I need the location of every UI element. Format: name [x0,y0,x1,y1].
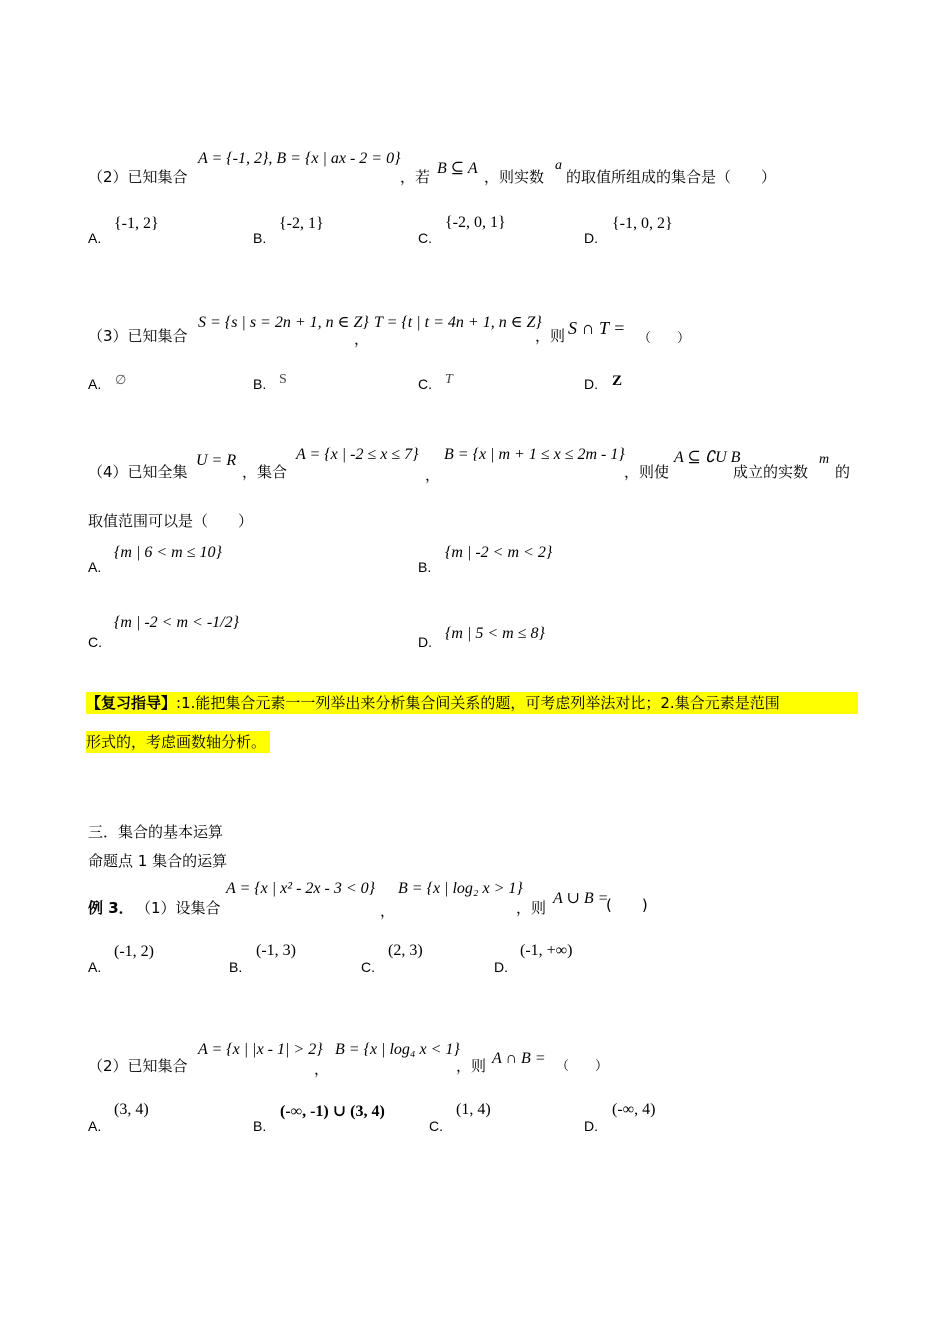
q4-option-d-value: {m | 5 < m ≤ 8} [445,625,545,642]
q4-suffix: 的 [835,463,851,481]
q4-option-d-label: D. [418,634,432,650]
ex3-1-math-a: A = {x | x² - 2x - 3 < 0} [226,880,376,897]
section-heading: 三．集合的基本运算 [88,823,224,841]
q2-option-d-value: {-1, 0, 2} [612,215,673,232]
q2-option-a-label: A. [88,230,102,246]
ex3-1-mid: ，则 [516,899,547,917]
review-line1: :1.能把集合元素一一列举出来分析集合间关系的题，可考虑列举法对比；2.集合元素是范围 [176,694,780,712]
q4-option-a-label: A. [88,559,102,575]
ex3-2-option-b-value: (-∞, -1) ∪ (3, 4) [280,1103,385,1120]
ex3-2-option-a-label: A. [88,1118,102,1134]
q4-comma: ， [425,466,441,484]
ex3-1-prefix: （1）设集合 [136,899,221,917]
ex3-1-comma: ， [380,902,396,920]
q4-line2: 取值范围可以是（ ） [88,512,254,530]
q4-mid3: 成立的实数 [733,463,809,481]
q4-var: m [819,452,830,467]
q4-option-a-value: {m | 6 < m ≤ 10} [114,544,222,561]
q3-mid: ，则 [535,327,566,345]
q4-math-u: U = R [196,452,237,469]
q4-math-b: B = {x | m + 1 ≤ x ≤ 2m - 1} [444,446,625,463]
ex3-2-option-d-value: (-∞, 4) [612,1101,656,1118]
ex3-2-math-b: B = {x | log₄ x < 1} [335,1041,460,1058]
ex3-1-option-d-value: (-1, +∞) [520,942,573,959]
q4-option-c-value: {m | -2 < m < -1/2} [114,614,239,631]
q3-math-expr: S ∩ T = [568,318,626,338]
q2-option-b-value: {-2, 1} [279,215,324,232]
q3-option-c-value: T [445,372,453,387]
ex3-1-option-c-label: C. [361,959,375,975]
q3-option-b-label: B. [253,376,267,392]
q4-math-cond: A ⊆ ∁U B [674,449,741,466]
q2-option-d-label: D. [584,230,598,246]
ex3-1-suffix: ( ) [606,896,648,914]
q2-suffix1: ，则实数 [484,168,545,186]
ex3-2-mid: ，则 [456,1057,487,1075]
review-line2: 形式的，考虑画数轴分析。 [86,733,267,751]
ex3-1-option-a-value: (-1, 2) [114,943,154,960]
ex3-2-option-a-value: (3, 4) [114,1101,149,1118]
ex3-2-prefix: （2）已知集合 [88,1057,188,1075]
ex3-label: 例 3． [88,899,134,917]
q3-option-a-value: ∅ [115,372,127,387]
ex3-1-option-b-label: B. [229,959,243,975]
q3-option-d-label: D. [584,376,598,392]
q4-mid1: ，集合 [242,463,288,481]
q2-mid: ，若 [400,168,431,186]
q4-mid2: ，则使 [624,463,670,481]
review-title: 【复习指导】 [86,694,177,712]
q3-option-c-label: C. [418,376,432,392]
q3-option-d-value: Z [612,373,623,389]
q3-math-t: T = {t | t = 4n + 1, n ∈ Z} [374,314,542,331]
ex3-1-option-d-label: D. [494,959,508,975]
q2-prefix: （2）已知集合 [88,168,188,186]
q2-math-sets: A = {-1, 2}, B = {x | ax - 2 = 0} [198,150,401,167]
q2-option-a-value: {-1, 2} [114,215,159,232]
q2-suffix2: 的取值所组成的集合是（ ） [566,168,777,186]
q3-prefix: （3）已知集合 [88,327,188,345]
q3-option-a-label: A. [88,376,102,392]
ex3-1-option-c-value: (2, 3) [388,942,423,959]
q4-option-b-value: {m | -2 < m < 2} [445,544,553,561]
ex3-2-option-d-label: D. [584,1118,598,1134]
q2-option-b-label: B. [253,230,267,246]
q3-option-b-value: S [279,372,287,387]
q4-option-b-label: B. [418,559,432,575]
ex3-2-math-expr: A ∩ B = [492,1050,546,1067]
ex3-2-comma: ， [314,1060,330,1078]
q4-prefix: （4）已知全集 [88,463,188,481]
q2-var: a [555,158,562,173]
ex3-2-math-a: A = {x | |x - 1| > 2} [198,1041,323,1058]
ex3-1-math-b: B = {x | log₂ x > 1} [398,880,523,897]
q3-comma: ， [354,330,370,348]
q2-math-cond: B ⊆ A [437,160,478,177]
q2-option-c-label: C. [418,230,432,246]
section-subheading: 命题点 1 集合的运算 [88,852,228,870]
q4-math-a: A = {x | -2 ≤ x ≤ 7} [296,446,419,463]
ex3-2-option-c-value: (1, 4) [456,1101,491,1118]
ex3-2-suffix: （ ） [556,1059,609,1074]
ex3-2-option-b-label: B. [253,1118,267,1134]
q3-suffix: （ ） [638,331,691,346]
ex3-1-option-b-value: (-1, 3) [256,942,296,959]
ex3-1-math-expr: A ∪ B = [553,890,609,907]
q4-option-c-label: C. [88,634,102,650]
ex3-1-option-a-label: A. [88,959,102,975]
q2-option-c-value: {-2, 0, 1} [445,214,506,231]
ex3-2-option-c-label: C. [429,1118,443,1134]
q3-math-s: S = {s | s = 2n + 1, n ∈ Z} [198,314,369,331]
